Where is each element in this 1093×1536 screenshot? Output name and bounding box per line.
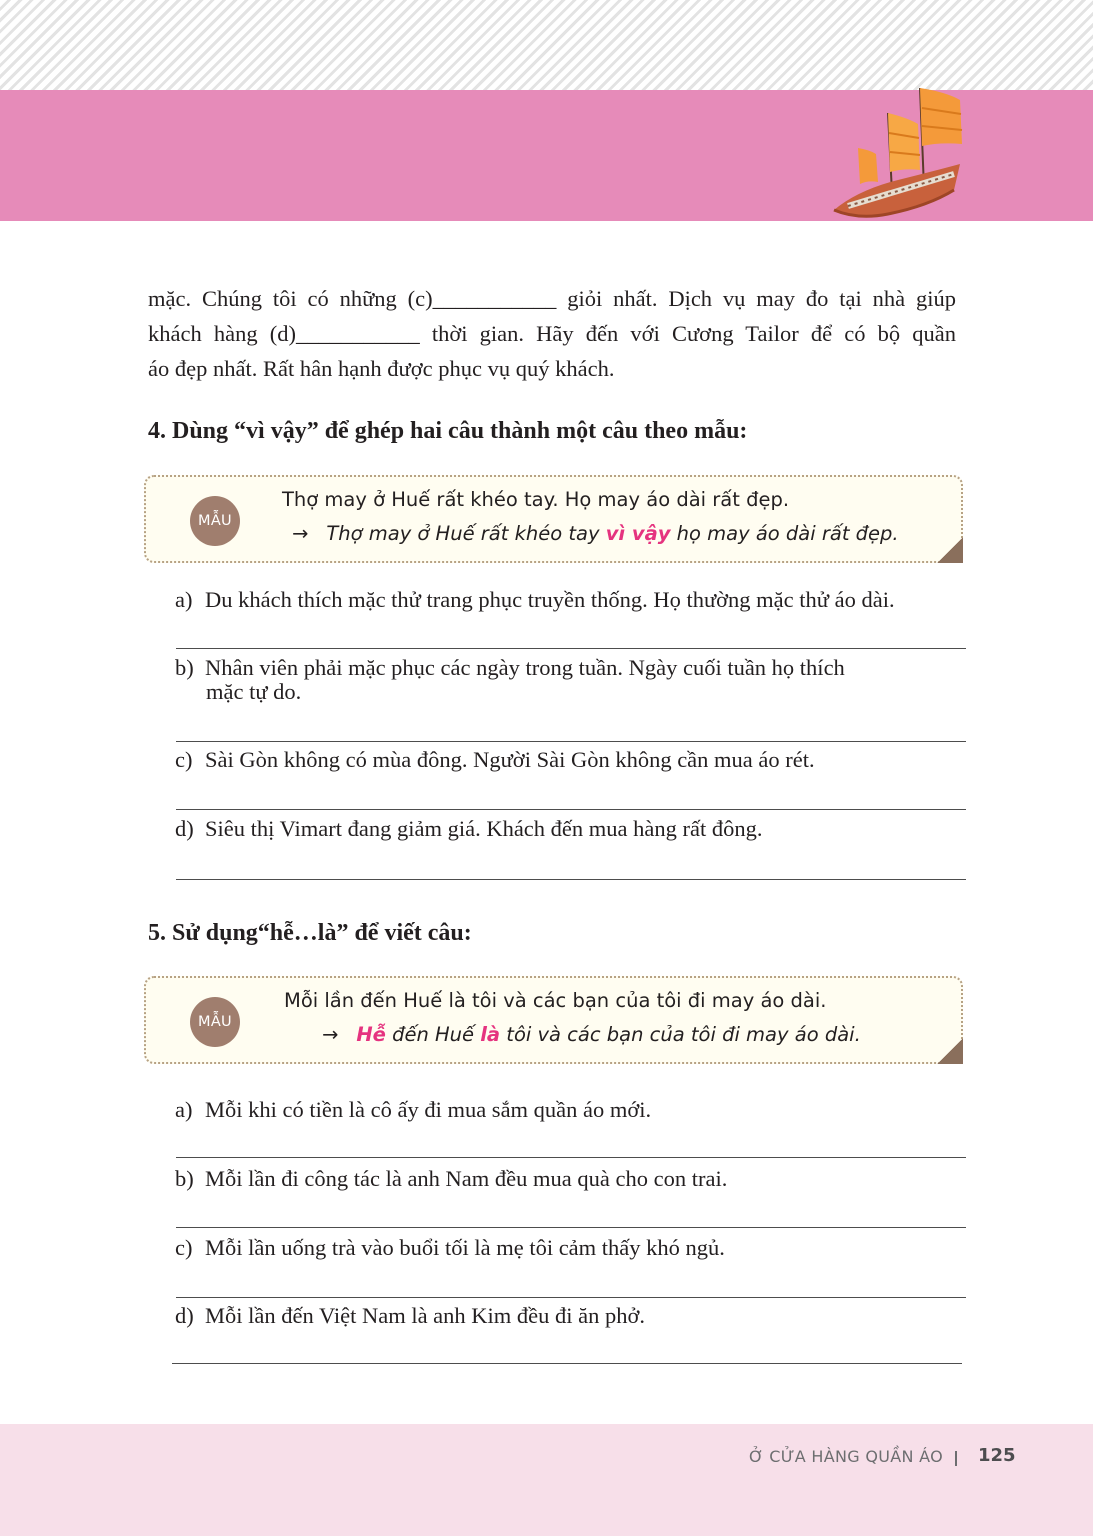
exercise-5-item-d: d) Mỗi lần đến Việt Nam là anh Kim đều đi ăn phở. <box>175 1303 646 1328</box>
exercise-4-heading: 4. Dùng “vì vậy” để ghép hai câu thành một câu theo mẫu: <box>148 418 748 444</box>
page-fold-corner <box>937 1038 963 1064</box>
answer-line[interactable] <box>176 879 966 880</box>
answer-line[interactable] <box>172 1363 962 1364</box>
paragraph-line: mặc. Chúng tôi có những (c)___________ giỏi nhất. Dịch vụ may đo tại nhà giúp <box>148 286 956 311</box>
sample-badge: MẪU <box>190 997 240 1047</box>
sample-combined-sentence: → Thợ may ở Huế rất khéo tay vì vậy họ may áo dài rất đẹp. <box>292 522 899 545</box>
answer-line[interactable] <box>176 1297 966 1298</box>
top-stripe-pattern <box>0 0 1093 90</box>
answer-line[interactable] <box>176 1157 966 1158</box>
highlight-keyword: Hễ <box>356 1023 386 1046</box>
intro-paragraph <box>148 281 956 386</box>
highlight-keyword: là <box>480 1023 501 1046</box>
junk-boat-illustration <box>828 78 968 223</box>
paragraph-line: áo đẹp nhất. Rất hân hạnh được phục vụ quý khách. <box>148 356 615 381</box>
exercise-5-item-a: a) Mỗi khi có tiền là cô ấy đi mua sắm quần áo mới. <box>175 1097 652 1122</box>
sample-original-sentence: Mỗi lần đến Huế là tôi và các bạn của tôi đi may áo dài. <box>284 989 827 1012</box>
paragraph-line: khách hàng (d)___________ thời gian. Hãy đến với Cương Tailor để có bộ quần <box>148 321 956 346</box>
exercise-4-item-c: c) Sài Gòn không có mùa đông. Người Sài Gòn không cần mua áo rét. <box>175 747 815 772</box>
sample-combined-sentence: → Hễ đến Huế là tôi và các bạn của tôi đi may áo dài. <box>322 1023 861 1046</box>
exercise-5-sample-box <box>144 976 963 1064</box>
page-number: 125 <box>978 1445 1016 1466</box>
footer-separator <box>955 1451 957 1466</box>
footer-chapter-title: Ở CỬA HÀNG QUẦN ÁO <box>748 1447 943 1466</box>
page-footer-band <box>0 1424 1093 1536</box>
arrow-right-icon: → <box>292 522 309 545</box>
answer-line[interactable] <box>176 648 966 649</box>
answer-line[interactable] <box>176 1227 966 1228</box>
answer-line[interactable] <box>176 809 966 810</box>
sample-original-sentence: Thợ may ở Huế rất khéo tay. Họ may áo dài rất đẹp. <box>282 488 790 511</box>
highlight-keyword: vì vậy <box>605 522 671 545</box>
sample-badge: MẪU <box>190 496 240 546</box>
exercise-5-heading: 5. Sử dụng“hễ…là” để viết câu: <box>148 920 472 946</box>
exercise-4-item-d: d) Siêu thị Vimart đang giảm giá. Khách đến mua hàng rất đông. <box>175 816 763 841</box>
arrow-right-icon: → <box>322 1023 339 1046</box>
exercise-5-item-b: b) Mỗi lần đi công tác là anh Nam đều mua quà cho con trai. <box>175 1166 728 1191</box>
page-fold-corner <box>937 537 963 563</box>
exercise-4-sample-box <box>144 475 963 563</box>
exercise-5-item-c: c) Mỗi lần uống trà vào buổi tối là mẹ tôi cảm thấy khó ngủ. <box>175 1235 725 1260</box>
exercise-4-item-b: b) Nhân viên phải mặc phục các ngày trong tuần. Ngày cuối tuần họ thích mặc tự do. <box>175 655 845 704</box>
exercise-4-item-a: a) Du khách thích mặc thử trang phục truyền thống. Họ thường mặc thử áo dài. <box>175 587 895 612</box>
answer-line[interactable] <box>176 741 966 742</box>
